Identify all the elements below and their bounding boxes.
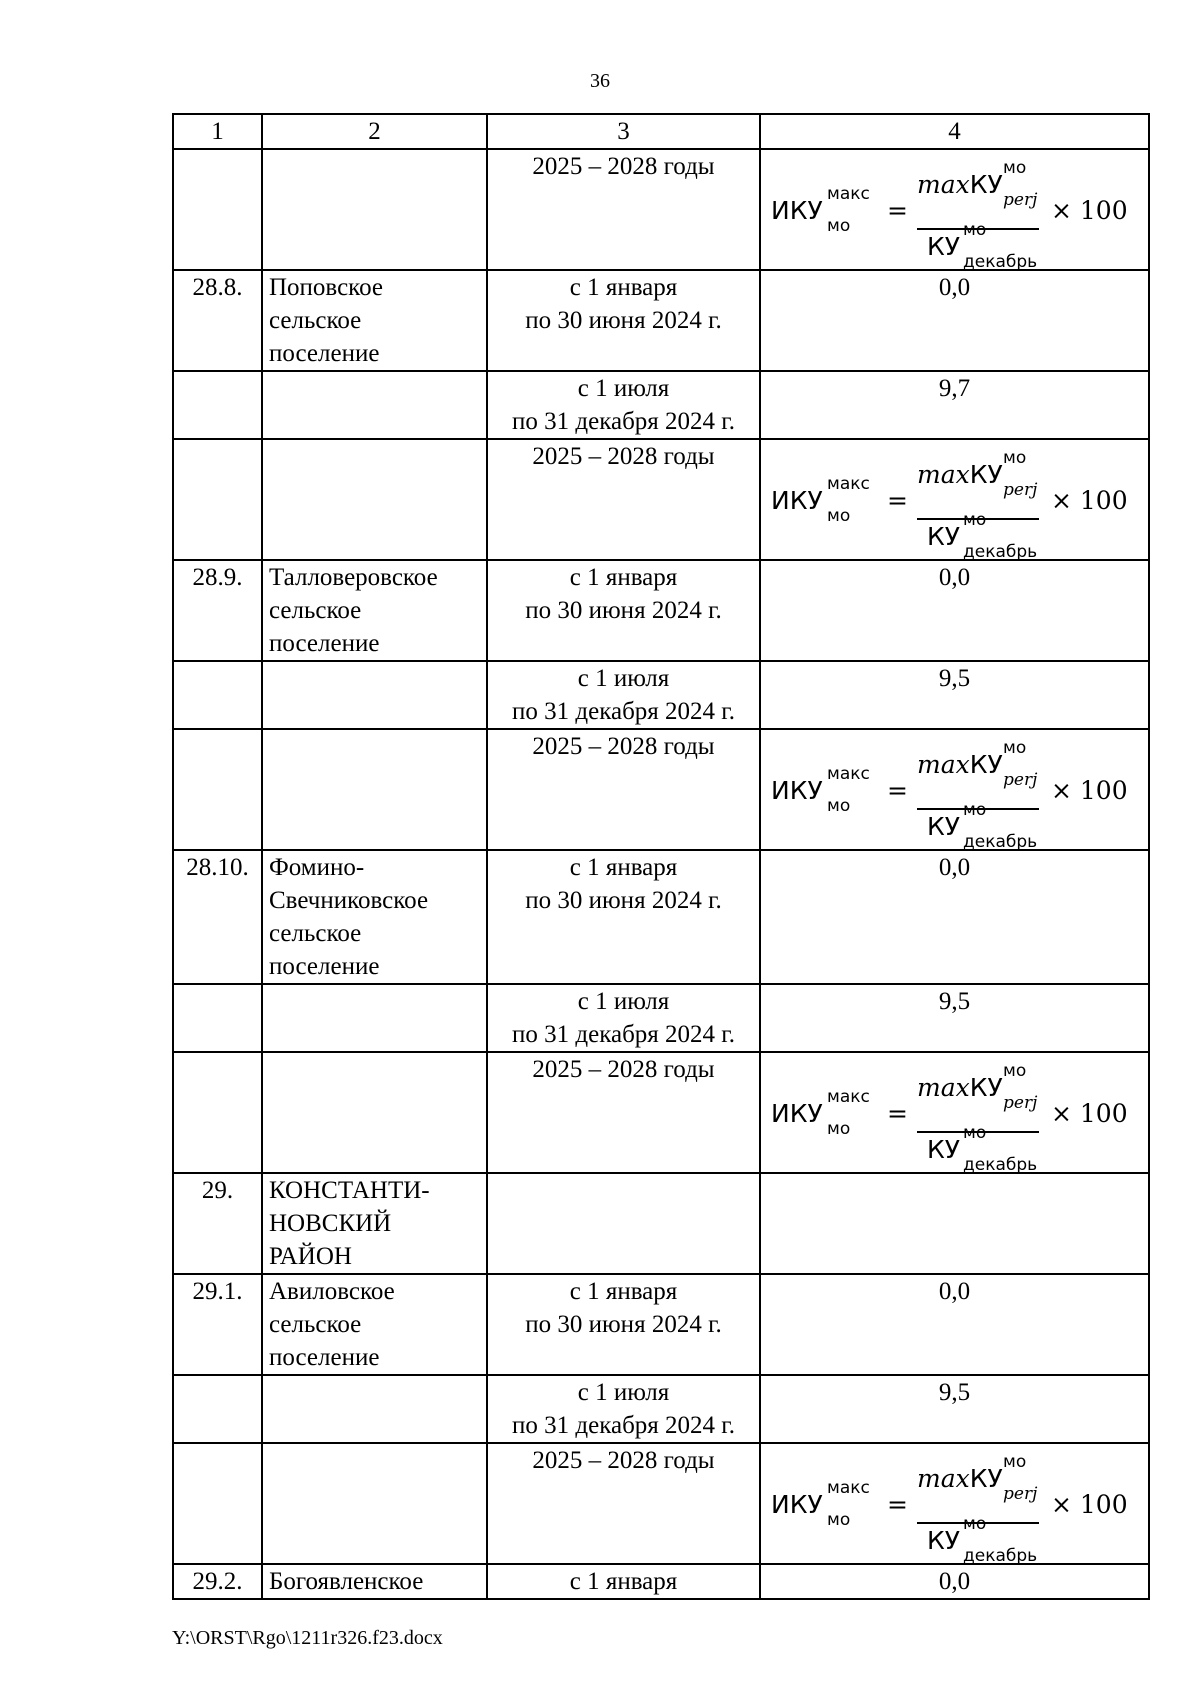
index-value: 9,5 bbox=[760, 1375, 1149, 1443]
formula-lhs: ИКУ макс мо bbox=[771, 474, 870, 526]
period-cell: 2025 – 2028 годы bbox=[487, 1052, 760, 1173]
period-cell: с 1 июля по 31 декабря 2024 г. bbox=[487, 1375, 760, 1443]
formula-cell bbox=[760, 149, 1149, 270]
formula-lhs: ИКУ макс мо bbox=[771, 1087, 870, 1139]
index-formula bbox=[767, 1444, 1142, 1566]
index-formula bbox=[767, 440, 1142, 562]
index-value: 0,0 bbox=[760, 1564, 1149, 1599]
row-number: 29. bbox=[173, 1173, 262, 1274]
formula-multiplier: × 100 bbox=[1051, 776, 1128, 805]
row-number: 29.1. bbox=[173, 1274, 262, 1375]
column-header: 2 bbox=[262, 114, 487, 149]
period-cell: 2025 – 2028 годы bbox=[487, 1443, 760, 1564]
formula-multiplier: × 100 bbox=[1051, 1490, 1128, 1519]
formula-cell bbox=[760, 729, 1149, 850]
index-formula bbox=[767, 730, 1142, 852]
column-header: 4 bbox=[760, 114, 1149, 149]
formula-multiplier: × 100 bbox=[1051, 196, 1128, 225]
formula-cell bbox=[760, 1052, 1149, 1173]
index-value: 0,0 bbox=[760, 560, 1149, 661]
period-cell: с 1 января по 30 июня 2024 г. bbox=[487, 1274, 760, 1375]
formula-equals: = bbox=[887, 486, 908, 515]
row-number: 28.9. bbox=[173, 560, 262, 661]
index-formula bbox=[767, 1053, 1142, 1175]
formula-cell bbox=[760, 439, 1149, 560]
table-row bbox=[173, 1173, 1149, 1274]
municipality-name: Фомино- Свечниковское сельское поселение bbox=[262, 850, 487, 984]
formula-numerator: maxКУ мо perj bbox=[917, 448, 1038, 500]
formula-denominator: КУ мо декабрь bbox=[927, 1123, 1038, 1175]
formula-denominator: КУ мо декабрь bbox=[927, 800, 1038, 852]
formula-lhs: ИКУ макс мо bbox=[771, 184, 870, 236]
index-value: 9,7 bbox=[760, 371, 1149, 439]
formula-numerator: maxКУ мо perj bbox=[917, 738, 1038, 790]
column-header: 1 bbox=[173, 114, 262, 149]
municipality-name: Богоявленское bbox=[262, 1564, 487, 1599]
table-row bbox=[173, 439, 1149, 560]
period-cell: с 1 января по 30 июня 2024 г. bbox=[487, 270, 760, 371]
table-row bbox=[173, 850, 1149, 984]
index-value: 0,0 bbox=[760, 270, 1149, 371]
table-row bbox=[173, 661, 1149, 729]
table-header-row bbox=[173, 114, 1149, 149]
formula-denominator: КУ мо декабрь bbox=[927, 220, 1038, 272]
formula-denominator: КУ мо декабрь bbox=[927, 510, 1038, 562]
row-number: 29.2. bbox=[173, 1564, 262, 1599]
period-cell: с 1 января bbox=[487, 1564, 760, 1599]
table-row bbox=[173, 270, 1149, 371]
municipality-name: Поповское сельское поселение bbox=[262, 270, 487, 371]
formula-equals: = bbox=[887, 1490, 908, 1519]
formula-multiplier: × 100 bbox=[1051, 486, 1128, 515]
footer-file-path: Y:\ORST\Rgo\1211r326.f23.docx bbox=[172, 1627, 443, 1649]
index-value: 9,5 bbox=[760, 661, 1149, 729]
formula-lhs: ИКУ макс мо bbox=[771, 1478, 870, 1530]
table-row bbox=[173, 984, 1149, 1052]
formula-multiplier: × 100 bbox=[1051, 1099, 1128, 1128]
column-header: 3 bbox=[487, 114, 760, 149]
row-number: 28.10. bbox=[173, 850, 262, 984]
index-formula bbox=[767, 150, 1142, 272]
district-name: КОНСТАНТИ- НОВСКИЙ РАЙОН bbox=[262, 1173, 487, 1274]
index-value: 9,5 bbox=[760, 984, 1149, 1052]
period-cell: 2025 – 2028 годы bbox=[487, 439, 760, 560]
formula-cell bbox=[760, 1443, 1149, 1564]
table-row bbox=[173, 729, 1149, 850]
municipality-name: Авиловское сельское поселение bbox=[262, 1274, 487, 1375]
period-cell: с 1 января по 30 июня 2024 г. bbox=[487, 850, 760, 984]
formula-equals: = bbox=[887, 196, 908, 225]
table-row bbox=[173, 1443, 1149, 1564]
index-value: 0,0 bbox=[760, 850, 1149, 984]
formula-numerator: maxКУ мо perj bbox=[917, 1452, 1038, 1504]
formula-equals: = bbox=[887, 776, 908, 805]
table-row bbox=[173, 1274, 1149, 1375]
period-cell: с 1 июля по 31 декабря 2024 г. bbox=[487, 371, 760, 439]
page-number: 36 bbox=[590, 70, 610, 92]
table-row bbox=[173, 1052, 1149, 1173]
period-cell: 2025 – 2028 годы bbox=[487, 729, 760, 850]
table-row bbox=[173, 371, 1149, 439]
row-number: 28.8. bbox=[173, 270, 262, 371]
period-cell: с 1 января по 30 июня 2024 г. bbox=[487, 560, 760, 661]
formula-numerator: maxКУ мо perj bbox=[917, 1061, 1038, 1113]
period-cell: с 1 июля по 31 декабря 2024 г. bbox=[487, 984, 760, 1052]
index-value: 0,0 bbox=[760, 1274, 1149, 1375]
formula-denominator: КУ мо декабрь bbox=[927, 1514, 1038, 1566]
tariff-table bbox=[172, 113, 1150, 1600]
period-cell: 2025 – 2028 годы bbox=[487, 149, 760, 270]
formula-equals: = bbox=[887, 1099, 908, 1128]
municipality-name: Талловеровское сельское поселение bbox=[262, 560, 487, 661]
period-cell: с 1 июля по 31 декабря 2024 г. bbox=[487, 661, 760, 729]
table-row bbox=[173, 560, 1149, 661]
table-row bbox=[173, 1375, 1149, 1443]
table-row bbox=[173, 149, 1149, 270]
formula-lhs: ИКУ макс мо bbox=[771, 764, 870, 816]
formula-numerator: maxКУ мо perj bbox=[917, 158, 1038, 210]
